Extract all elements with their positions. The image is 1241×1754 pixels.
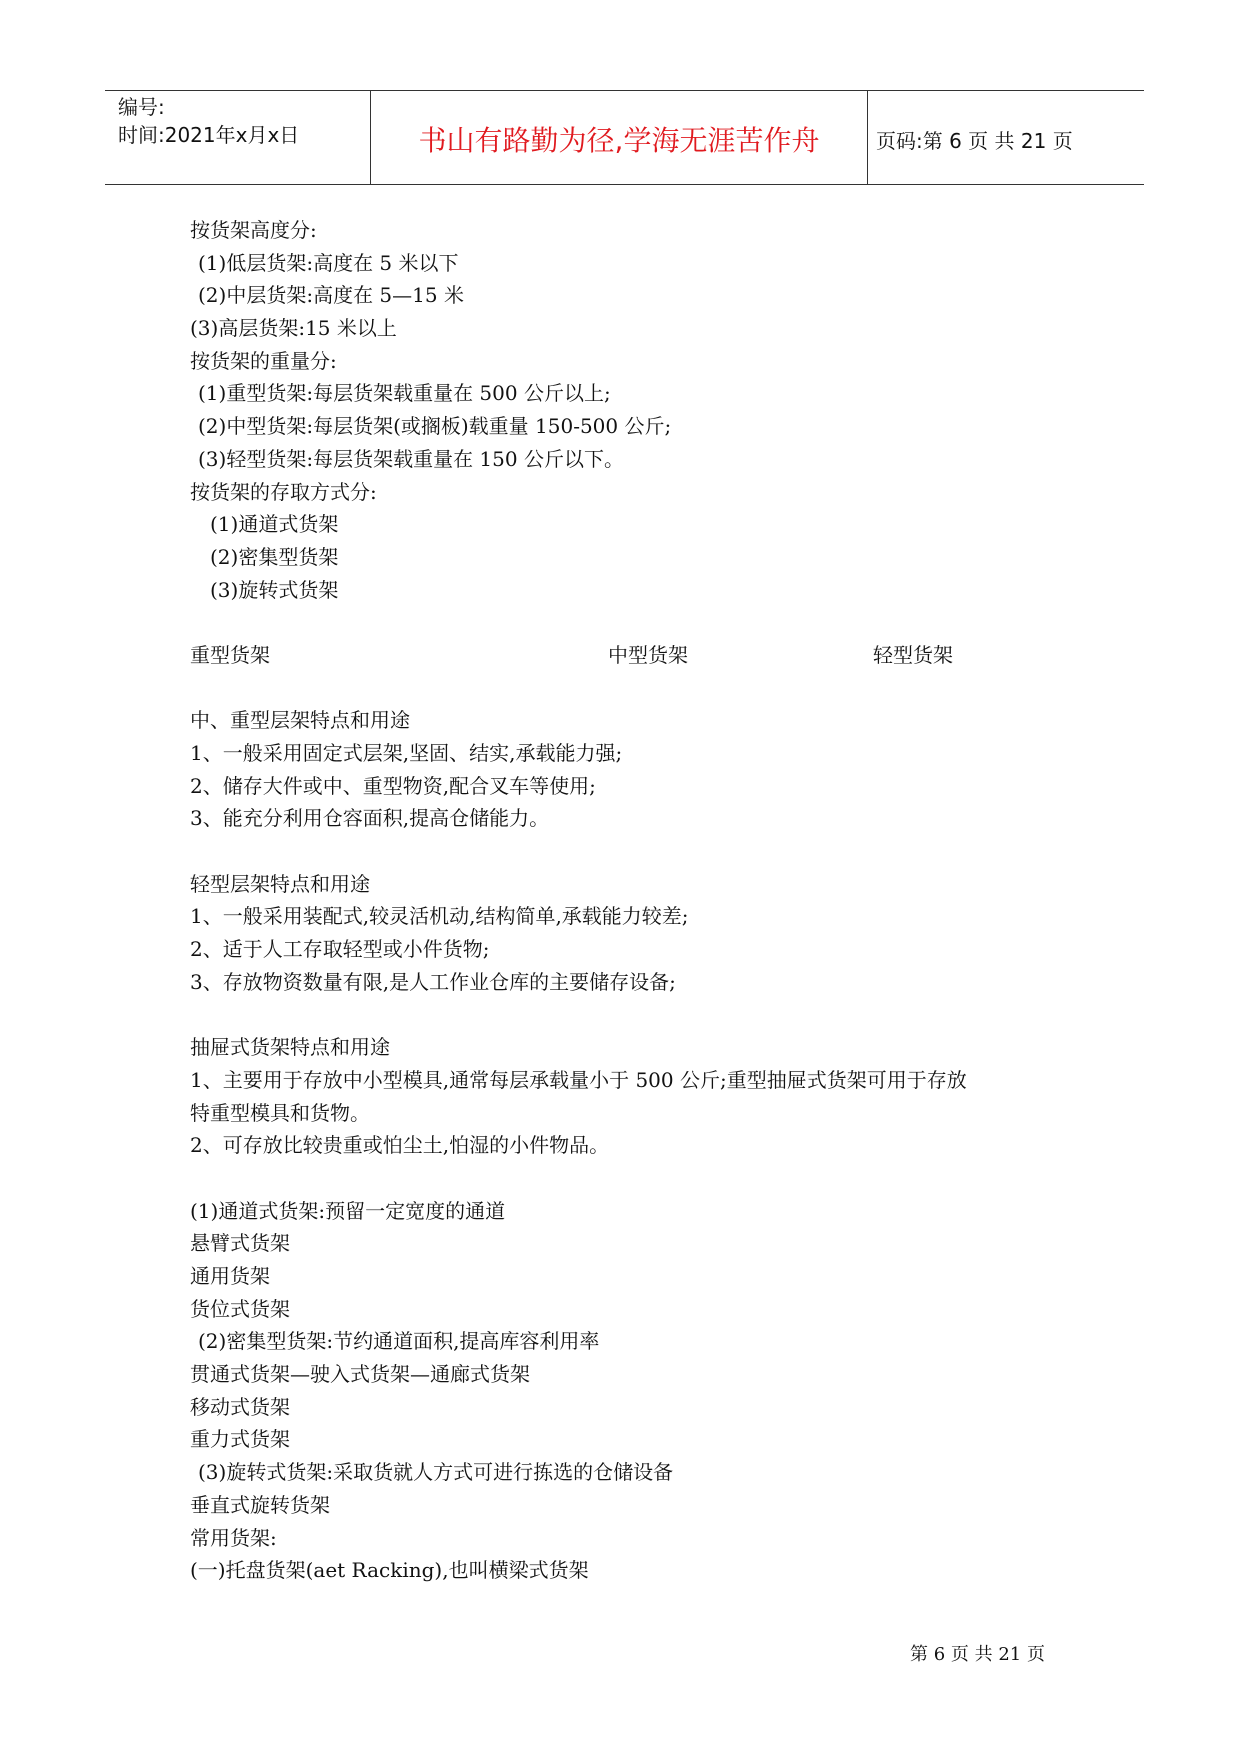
type-heavy: 重型货架 (190, 642, 270, 667)
heavy-item-1: 1、一般采用固定式层架,坚固、结实,承载能力强; (190, 741, 623, 765)
heavy-item-3: 3、能充分利用仓容面积,提高仓储能力。 (190, 806, 550, 831)
dense-item-3: 重力式货架 (190, 1427, 290, 1452)
time-label: 时间:2021年x月x日 (118, 123, 300, 147)
drawer-item-2: 2、可存放比较贵重或怕尘土,怕湿的小件物品。 (190, 1133, 610, 1158)
channel-item-1: 悬臂式货架 (190, 1231, 290, 1256)
height-title: 按货架高度分: (190, 218, 317, 242)
height-item-1: (1)低层货架:高度在 5 米以下 (198, 250, 459, 275)
document-body (190, 214, 1090, 1587)
weight-item-1: (1)重型货架:每层货架载重量在 500 公斤以上; (198, 381, 611, 406)
channel-item-2: 通用货架 (190, 1264, 270, 1288)
weight-item-3: (3)轻型货架:每层货架载重量在 150 公斤以下。 (198, 446, 624, 471)
drawer-item-1a: 1、主要用于存放中小型模具,通常每层承载量小于 500 公斤;重型抽屉式货架可用于存放 (190, 1067, 967, 1092)
light-item-1: 1、一般采用装配式,较灵活机动,结构简单,承载能力较差; (190, 904, 689, 929)
header-motto: 书山有路勤为径,学海无涯苦作舟 (418, 124, 820, 157)
dense-item-1: 贯通式货架—驶入式货架—通廊式货架 (190, 1362, 530, 1387)
drawer-title: 抽屉式货架特点和用途 (190, 1035, 390, 1060)
document-header (105, 90, 1144, 185)
number-label: 编号: (118, 95, 165, 119)
spacer (190, 606, 1090, 639)
shelf-types-row (190, 639, 1090, 672)
access-item-3: (3)旋转式货架 (210, 577, 339, 602)
light-item-2: 2、适于人工存取轻型或小件货物; (190, 937, 490, 962)
light-title: 轻型层架特点和用途 (190, 871, 370, 896)
spacer (190, 835, 1090, 868)
heavy-title: 中、重型层架特点和用途 (190, 708, 410, 733)
height-item-3: (3)高层货架:15 米以上 (190, 316, 397, 341)
common-title: 常用货架: (190, 1525, 277, 1550)
access-title: 按货架的存取方式分: (190, 479, 377, 504)
spacer (190, 1162, 1090, 1195)
weight-item-2: (2)中型货架:每层货架(或搁板)载重量 150-500 公斤; (198, 414, 672, 439)
dense-item-2: 移动式货架 (190, 1394, 290, 1419)
header-page-code: 页码:第 6 页 共 21 页 (876, 129, 1073, 153)
page-footer: 第 6 页 共 21 页 (910, 1644, 1045, 1665)
spacer (190, 672, 1090, 705)
height-item-2: (2)中层货架:高度在 5—15 米 (198, 283, 464, 308)
header-right-cell (866, 91, 1144, 184)
dense-title: (2)密集型货架:节约通道面积,提高库容利用率 (198, 1329, 600, 1354)
header-middle-cell (370, 91, 868, 184)
channel-title: (1)通道式货架:预留一定宽度的通道 (190, 1198, 506, 1223)
pallet-line: (一)托盘货架(aet Racking),也叫横梁式货架 (190, 1558, 589, 1583)
type-light: 轻型货架 (873, 642, 953, 667)
heavy-item-2: 2、储存大件或中、重型物资,配合叉车等使用; (190, 773, 596, 798)
rotary-item-1: 垂直式旋转货架 (190, 1492, 330, 1517)
type-medium: 中型货架 (608, 642, 688, 667)
header-left-cell (105, 91, 370, 184)
channel-item-3: 货位式货架 (190, 1296, 290, 1321)
light-item-3: 3、存放物资数量有限,是人工作业仓库的主要储存设备; (190, 969, 676, 994)
rotary-title: (3)旋转式货架:采取货就人方式可进行拣选的仓储设备 (198, 1460, 674, 1485)
access-item-2: (2)密集型货架 (210, 544, 339, 569)
drawer-item-1b: 特重型模具和货物。 (190, 1100, 370, 1125)
access-item-1: (1)通道式货架 (210, 512, 339, 537)
weight-title: 按货架的重量分: (190, 348, 337, 373)
spacer (190, 999, 1090, 1032)
